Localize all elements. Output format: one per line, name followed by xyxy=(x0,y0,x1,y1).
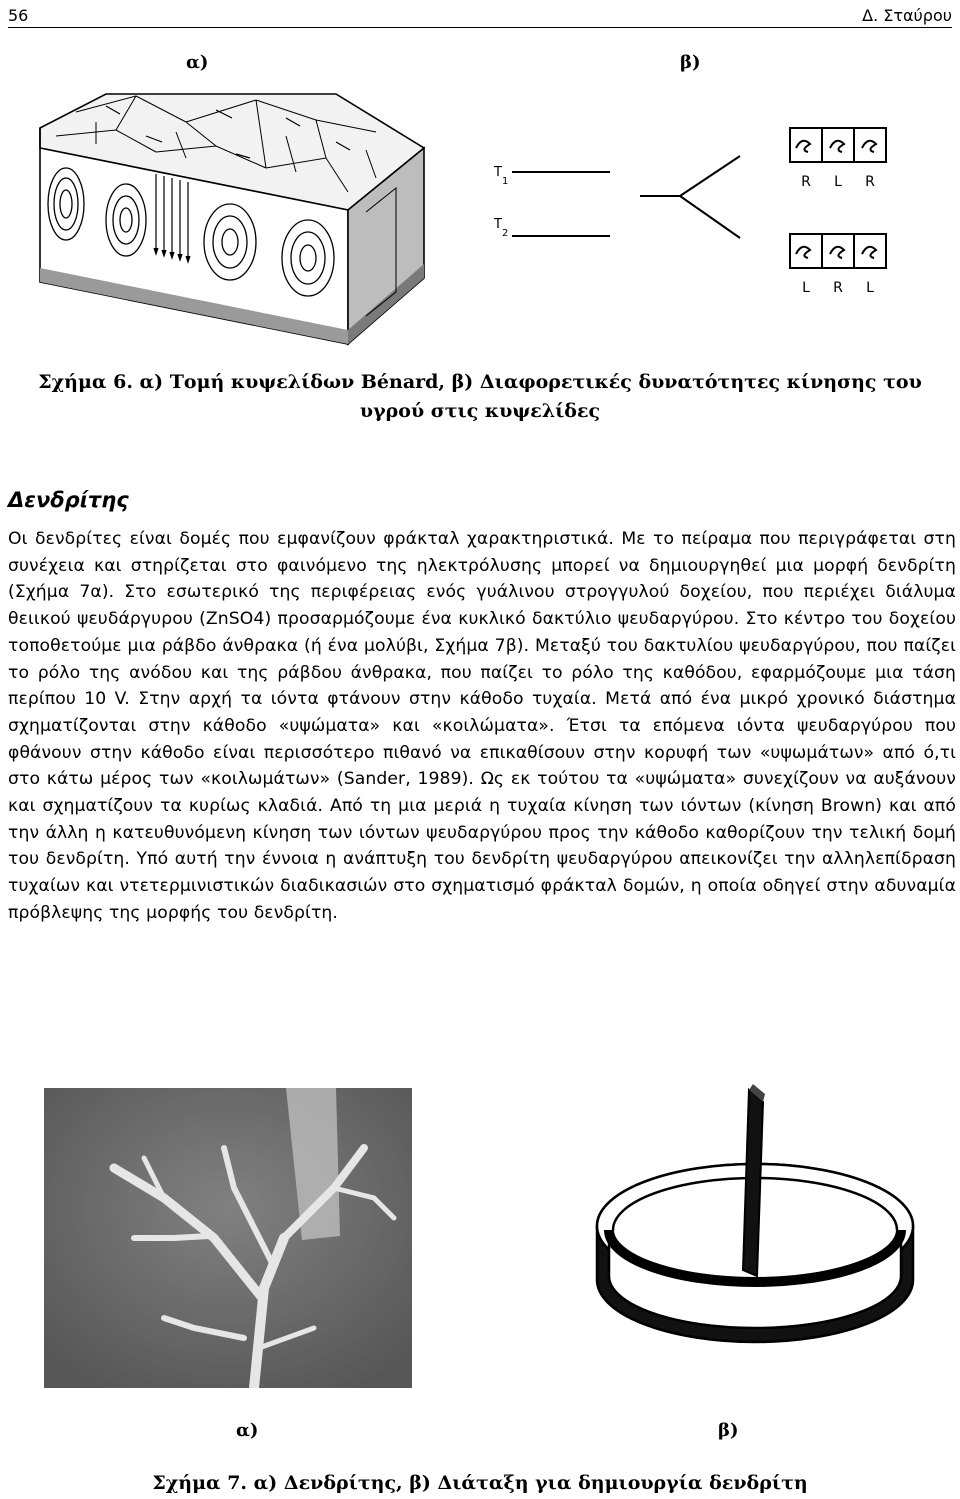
bottom-box-label-1: L xyxy=(802,280,810,296)
top-box-label-1: R xyxy=(801,174,811,190)
figure7-label-a: α) xyxy=(236,1420,259,1441)
figure7-caption: Σχήμα 7. α) Δενδρίτης, β) Διάταξη για δημιουργία δενδρίτη xyxy=(152,1472,808,1494)
bottom-box-label-3: L xyxy=(866,280,874,296)
figure6-label-a: α) xyxy=(186,52,209,73)
page-number: 56 xyxy=(8,6,29,25)
t2-subscript: 2 xyxy=(502,228,509,239)
figure7-label-b: β) xyxy=(718,1420,739,1441)
author-name: Δ. Σταύρου xyxy=(862,6,952,25)
top-box-label-2: L xyxy=(834,174,842,190)
top-box-label-3: R xyxy=(865,174,875,190)
electrolysis-cell-drawing xyxy=(585,1080,925,1360)
t2-label: T xyxy=(494,217,502,232)
figure6-label-b: β) xyxy=(680,52,701,73)
section-heading: Δενδρίτης xyxy=(8,488,129,512)
flow-branching-diagram xyxy=(490,118,890,300)
figure6-caption: Σχήμα 6. α) Τομή κυψελίδων Bénard, β) Διαφορετικές δυνατότητες κίνησης του υγρού στις κυψελίδες xyxy=(38,371,922,422)
dendrite-photo xyxy=(44,1088,412,1388)
body-paragraph: Οι δενδρίτες είναι δομές που εμφανίζουν φράκταλ χαρακτηριστικά. Με το πείραμα που περιγράφεται στη συνέχεια και στηρίζεται στο φαινόμενο της ηλεκτρόλυσης μπορεί να δημιουργηθεί μια μορφή δενδρίτη (Σχήμα 7α). Στο εσωτερικό της περιφέρειας ενός γυάλινου στρογγυλού δοχείου, που περιέχει διάλυμα θειικού ψευδάργυρου (ZnSO4) προσαρμόζουμε ένα κυκλικό δακτύλιο ψευδαργύρου. Στο κέντρο του δοχείου τοποθετούμε μια ράβδο άνθρακα (ή ένα μολύβι, Σχήμα 7β). Μεταξύ του δακτυλίου ψευδαργύρου, που παίζει το ρόλο της ανόδου και της ράβδου άνθρακα, που παίζει το ρόλο της καθόδου, εφαρμόζουμε μια τάση περίπου 10 V. Στην αρχή τα ιόντα φτάνουν στην κάθοδο τυχαία. Μετά από ένα μικρό χρονικό διάστημα σχηματίζονται στην κάθοδο «υψώματα» και «κοιλώματα». Έτσι τα επόμενα ιόντα ψευδαργύρου που φθάνουν στην κάθοδο είναι περισσότερο πιθανό να επικαθίσουν στην κορυφή των «υψωμάτων» από ό,τι στο κάτω μέρος των «κοιλωμάτων» (Sander, 1989). Ως εκ τούτου τα «υψώματα» συνεχίζουν να αυξάνουν και σχηματίζουν τα κυρίως κλαδιά. Από τη μια μεριά η τυχαία κίνηση των ιόντων (κίνηση Brown) και από την άλλη η κατευθυνόμενη κίνηση των ιόντων ψευδαργύρου προς την κάθοδο καθορίζουν την τελική δομή του δενδρίτη. Υπό αυτή την έννοια η ανάπτυξη του δενδρίτη ψευδαργύρου απεικονίζει την αλληλεπίδραση τυχαίων και ντετερμινιστικών διαδικασιών στο σχηματισμό φράκταλ δομών, η οποία οδηγεί στην αδυναμία πρόβλεψης της μορφής του δενδρίτη. xyxy=(8,529,956,923)
header-rule xyxy=(8,27,952,28)
t1-subscript: 1 xyxy=(502,176,509,187)
page-header xyxy=(8,0,952,30)
bottom-box-label-2: R xyxy=(833,280,843,296)
benard-cells-drawing xyxy=(36,92,428,348)
t1-label: T xyxy=(494,165,502,180)
